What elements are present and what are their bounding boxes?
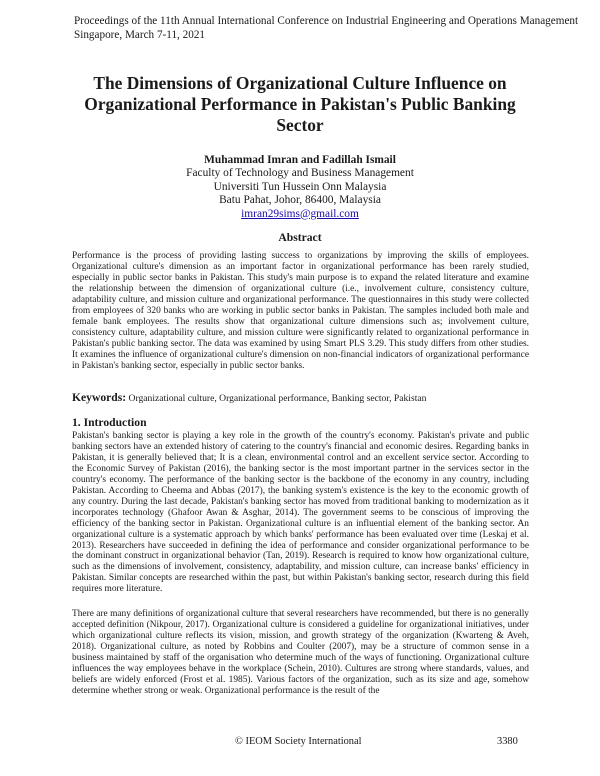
author-email-link[interactable]: imran29sims@gmail.com <box>241 207 359 220</box>
keywords-text: Organizational culture, Organizational performance, Banking sector, Pakistan <box>128 393 427 404</box>
keywords-label: Keywords: <box>72 391 127 404</box>
abstract-text: Performance is the process of providing lasting success to organizations by improving the skills of employees. Organizational culture's dimension as an important factor in organizational performance has been rarely studied, especially in public sector banks in Pakistan. This study's main purpose is to expand the related literature and examine the relationship between the dimension of organizational culture (i.e., involvement culture, consistency culture, adaptability culture, and mission culture and organizational performance. The questionnaires in this study were collected from employees of 320 banks who are working in public sector banks in Pakistan. The samples included both male and female bank employees. The results show that organizational culture dimensions such as; involvement culture, consistency culture, adaptability culture, and mission culture were significantly related to organizational performance in Pakistan's public banking sector. The data was examined by using Smart PLS 3.29. This study differs from other studies. It examines the influence of organizational culture's dimension on non-financial indicators of organizational performance in Pakistan's banking sector, especially in public sector banks. <box>72 251 529 371</box>
paper-title: The Dimensions of Organizational Culture Influence on Organizational Performance in Pakistan's Public Banking Sector <box>84 73 516 135</box>
header-location-line: Singapore, March 7-11, 2021 <box>74 28 206 41</box>
footer-page-number: 3380 <box>497 736 518 747</box>
author-location: Batu Pahat, Johor, 86400, Malaysia <box>219 194 381 207</box>
header-conference-line: Proceedings of the 11th Annual International Conference on Industrial Engineering and Operations Management <box>74 15 579 27</box>
author-block <box>60 154 540 221</box>
keywords-line <box>72 391 529 404</box>
introduction-paragraph-2: There are many definitions of organizational culture that several researchers have recommended, but there is no generally accepted definition (Nikpour, 2017). Organizational culture is considered a guideline for organizational initiatives, under which organizational culture reflects its vision, mission, and growth strategy of the organization (Kwarteng & Aveh, 2018). Organizational culture, as noted by Robbins and Coulter (2007), may be a structure of common sense in a business maintained by staff of the organisation who determine much of the ways of functioning. Organizational culture influences the way employees behave in the workplace (Schein, 2010). Cultures are strong where standards, values, and beliefs are widely enforced (Frost et al. 1985). Various factors of the organization, such as its size and age, somehow determine whether strong or weak. Organizational performance is the result of the <box>72 609 529 696</box>
proceedings-header <box>74 15 578 42</box>
section-heading-introduction: 1. Introduction <box>72 416 147 429</box>
footer-society: © IEOM Society International <box>235 736 362 747</box>
author-names: Muhammad Imran and Fadillah Ismail <box>204 154 396 166</box>
abstract-heading: Abstract <box>278 231 322 244</box>
author-faculty: Faculty of Technology and Business Management <box>186 167 414 180</box>
introduction-paragraph-1: Pakistan's banking sector is playing a key role in the growth of the country's economy. Pakistan's private and public banking sectors have an extended history of catering to the country's financial and economic desires. Regarding banks in Pakistan, it is generally believed that; It is a clean, environmental control and an excellent service sector. According to the Economic Survey of Pakistan (2016), the banking sector is the most important partner in the services sector in the country's economy. The performance of the banking sector is the backbone of the economy in any country, including Pakistan. According to Cheema and Abbas (2017), the banking system's existence is the key to the economic growth of any country. During the last decade, Pakistan's banking sector has moved from traditional banking to modernization as it incorporates technology (Ghafoor Awan & Asghar, 2014). The government seems to be conscious of improving the efficiency of the banking sector in Pakistan. Organizational culture is an influential element of the banking sector. An organizational culture is a systematic approach by which banks' performance has been evaluated over time (Leskaj et al. 2013). Researchers have succeeded in defining the idea of performance and consider organizational performance to be the dominant construct in organizational behavior (Tan, 2019). Research is required to know how organizational culture, such as the dimensions of involvement, consistency, adaptability, and mission culture, can increase banks' efficiency in Pakistan. Similar concepts are researched within the past, but within Pakistan's banking sector, research during this field requires more literature. <box>72 431 529 595</box>
author-university: Universiti Tun Hussein Onn Malaysia <box>213 180 387 193</box>
